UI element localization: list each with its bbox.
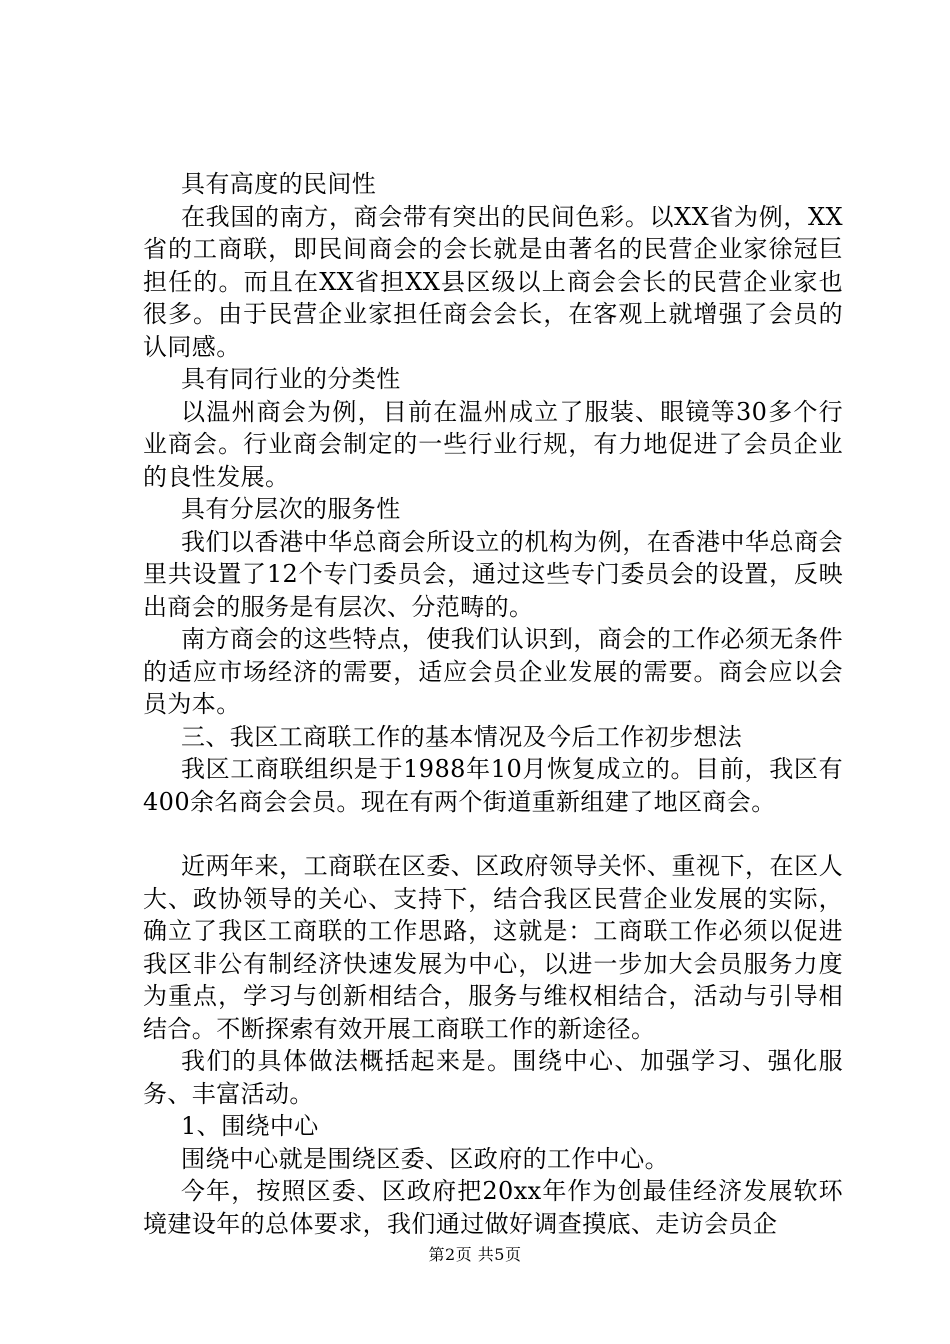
body-paragraph: 我们以香港中华总商会所设立的机构为例，在香港中华总商会里共设置了12个专门委员会，通过这些专门委员会的设置，反映出商会的服务是有层次、分范畴的。 [143,527,843,621]
body-paragraph: 近两年来，工商联在区委、区政府领导关怀、重视下，在区人大、政协领导的关心、支持下，结合我区民营企业发展的实际，确立了我区工商联的工作思路，这就是：工商联工作必须以促进我区非公有制经济快速发展为中心，以进一步加大会员服务力度为重点，学习与创新相结合，服务与维权相结合，活动与引导相结合。不断探索有效开展工商联工作的新途径。 [143,852,843,1043]
body-paragraph: 在我国的南方，商会带有突出的民间色彩。以XX省为例，XX省的工商联，即民间商会的会长就是由著名的民营企业家徐冠巨担任的。而且在XX省担XX县区级以上商会会长的民营企业家也很多。由于民营企业家担任商会会长，在客观上就增强了会员的认同感。 [143,202,843,361]
body-paragraph: 我区工商联组织是于1988年10月恢复成立的。目前，我区有400余名商会会员。现在有两个街道重新组建了地区商会。 [143,755,843,816]
section-heading: 三、我区工商联工作的基本情况及今后工作初步想法 [181,722,743,751]
section-heading: 具有高度的民间性 [181,170,377,198]
body-paragraph: 南方商会的这些特点，使我们认识到，商会的工作必须无条件的适应市场经济的需要，适应会员企业发展的需要。商会应以会员为本。 [143,625,843,718]
body-paragraph: 今年，按照区委、区政府把20xx年作为创最佳经济发展软环境建设年的总体要求，我们通过做好调查摸底、走访会员企 [143,1177,843,1238]
document-body [143,168,843,1240]
section-heading: 具有同行业的分类性 [181,365,401,393]
body-paragraph: 我们的具体做法概括起来是。围绕中心、加强学习、强化服务、丰富活动。 [143,1047,843,1108]
body-paragraph: 以温州商会为例，目前在温州成立了服装、眼镜等30多个行业商会。行业商会制定的一些行业行规，有力地促进了会员企业的良性发展。 [143,397,843,491]
subsection-heading: 1、围绕中心 [181,1112,319,1140]
paragraph-gap [143,818,843,850]
section-heading: 具有分层次的服务性 [181,495,401,523]
body-paragraph: 围绕中心就是围绕区委、区政府的工作中心。 [181,1144,669,1173]
page-footer: 第2页 共5页 [428,1245,522,1264]
